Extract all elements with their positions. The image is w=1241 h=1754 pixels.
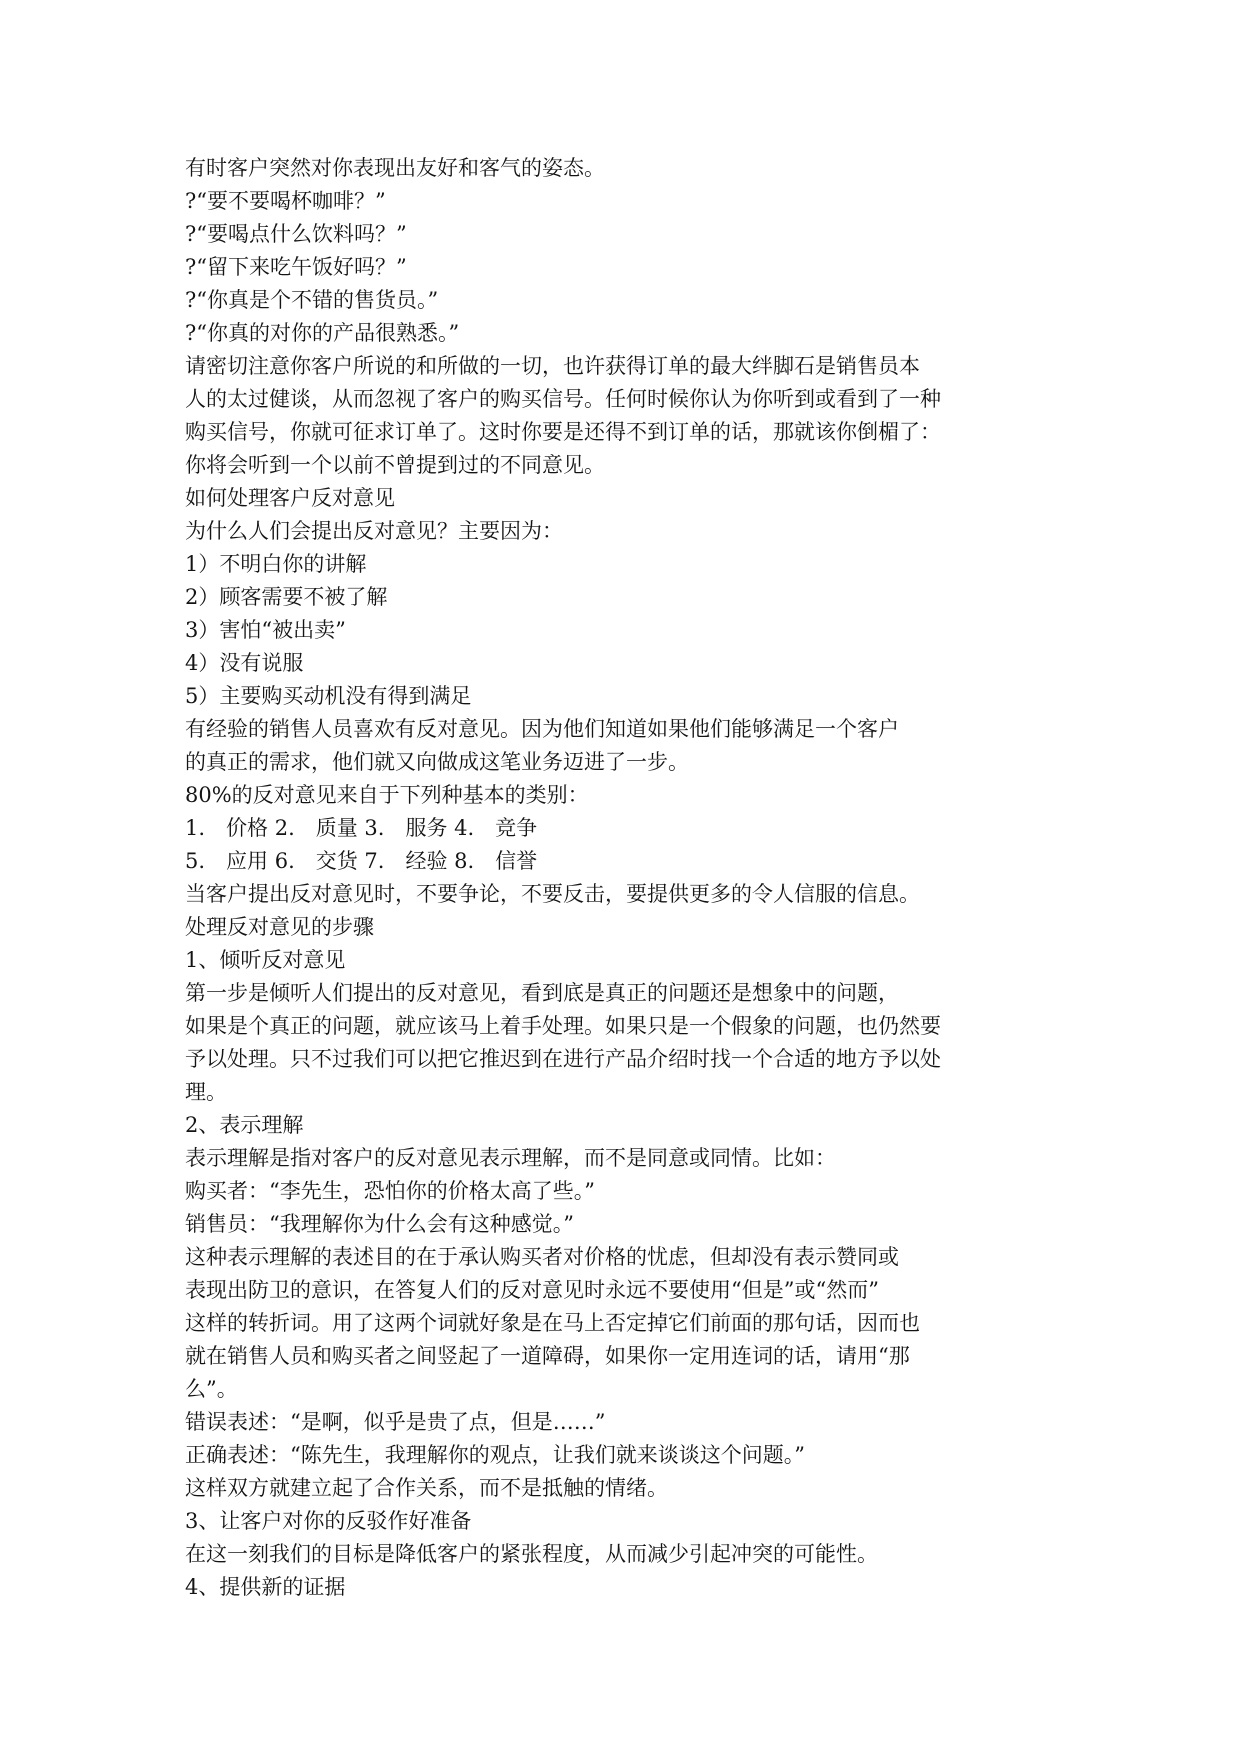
- text-line: 就在销售人员和购买者之间竖起了一道障碍，如果你一定用连词的话，请用“那: [185, 1344, 910, 1368]
- text-line: ?“你真的对你的产品很熟悉。”: [185, 321, 460, 345]
- text-line: 么”。: [185, 1377, 238, 1401]
- section-heading: 处理反对意见的步骤: [185, 915, 374, 939]
- text-line: 有时客户突然对你表现出友好和客气的姿态。: [185, 156, 605, 180]
- step-heading: 4、提供新的证据: [185, 1575, 346, 1599]
- text-line: 予以处理。只不过我们可以把它推迟到在进行产品介绍时找一个合适的地方予以处: [185, 1047, 941, 1071]
- text-line: 的真正的需求，他们就又向做成这笔业务迈进了一步。: [185, 750, 689, 774]
- text-line: 当客户提出反对意见时，不要争论，不要反击，要提供更多的令人信服的信息。: [185, 882, 920, 906]
- step-heading: 3、让客户对你的反驳作好准备: [185, 1509, 472, 1533]
- section-heading: 如何处理客户反对意见: [185, 486, 395, 510]
- text-line: 表现出防卫的意识，在答复人们的反对意见时永远不要使用“但是”或“然而”: [185, 1278, 879, 1302]
- text-line: 这种表示理解的表述目的在于承认购买者对价格的忧虑，但却没有表示赞同或: [185, 1245, 899, 1269]
- text-line: 80%的反对意见来自于下列种基本的类别：: [185, 783, 589, 807]
- text-line: 请密切注意你客户所说的和所做的一切，也许获得订单的最大绊脚石是销售员本: [185, 354, 920, 378]
- text-line: 你将会听到一个以前不曾提到过的不同意见。: [185, 453, 605, 477]
- text-line: 如果是个真正的问题，就应该马上着手处理。如果只是一个假象的问题，也仍然要: [185, 1014, 941, 1038]
- text-line: 理。: [185, 1080, 227, 1104]
- text-line: ?“要喝点什么饮料吗？”: [185, 222, 407, 246]
- document-body: [185, 152, 1005, 1604]
- text-line: 有经验的销售人员喜欢有反对意见。因为他们知道如果他们能够满足一个客户: [185, 717, 899, 741]
- dialogue-line: 错误表述：“是啊，似乎是贵了点，但是……”: [185, 1410, 606, 1434]
- list-item: 3）害怕“被出卖”: [185, 618, 346, 642]
- text-line: ?“你真是个不错的售货员。”: [185, 288, 439, 312]
- text-line: 这样双方就建立起了合作关系，而不是抵触的情绪。: [185, 1476, 668, 1500]
- list-item: 5. 应用 6. 交货 7. 经验 8. 信誉: [185, 849, 538, 873]
- text-line: 为什么人们会提出反对意见？主要因为：: [185, 519, 563, 543]
- list-item: 4）没有说服: [185, 651, 304, 675]
- dialogue-line: 购买者：“李先生，恐怕你的价格太高了些。”: [185, 1179, 595, 1203]
- step-heading: 2、表示理解: [185, 1113, 304, 1137]
- list-item: 2）顾客需要不被了解: [185, 585, 388, 609]
- list-item: 5）主要购买动机没有得到满足: [185, 684, 472, 708]
- text-line: 这样的转折词。用了这两个词就好象是在马上否定掉它们前面的那句话，因而也: [185, 1311, 920, 1335]
- list-item: 1）不明白你的讲解: [185, 552, 367, 576]
- dialogue-line: 正确表述：“陈先生，我理解你的观点，让我们就来谈谈这个问题。”: [185, 1443, 805, 1467]
- text-line: 第一步是倾听人们提出的反对意见，看到底是真正的问题还是想象中的问题，: [185, 981, 899, 1005]
- text-line: ?“留下来吃午饭好吗？”: [185, 255, 407, 279]
- text-line: 购买信号，你就可征求订单了。这时你要是还得不到订单的话，那就该你倒楣了：: [185, 420, 941, 444]
- dialogue-line: 销售员：“我理解你为什么会有这种感觉。”: [185, 1212, 574, 1236]
- text-line: ?“要不要喝杯咖啡？”: [185, 189, 386, 213]
- text-line: 人的太过健谈，从而忽视了客户的购买信号。任何时候你认为你听到或看到了一种: [185, 387, 941, 411]
- text-line: 表示理解是指对客户的反对意见表示理解，而不是同意或同情。比如：: [185, 1146, 836, 1170]
- list-item: 1. 价格 2. 质量 3. 服务 4. 竞争: [185, 816, 538, 840]
- step-heading: 1、倾听反对意见: [185, 948, 346, 972]
- text-line: 在这一刻我们的目标是降低客户的紧张程度，从而减少引起冲突的可能性。: [185, 1542, 878, 1566]
